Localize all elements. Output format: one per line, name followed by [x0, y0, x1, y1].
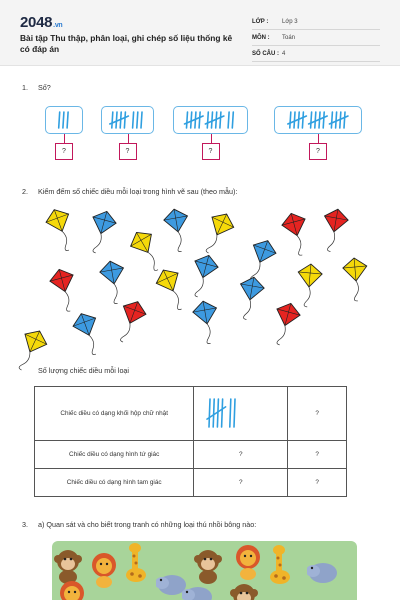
kite-icon: [72, 312, 102, 356]
tally-group: [101, 106, 154, 134]
answer-cell[interactable]: ?: [288, 387, 347, 441]
tally-stroke: [116, 112, 117, 128]
meta-info: [252, 14, 380, 62]
tally-stroke: [302, 112, 303, 128]
kite-icon: [192, 300, 222, 344]
tally-group: [45, 106, 83, 134]
hippo-icon: [182, 579, 214, 600]
answer-cell[interactable]: ?: [288, 441, 347, 469]
giraffe-icon: [266, 543, 298, 585]
kite-icon: [45, 208, 75, 252]
tally-stroke: [344, 112, 345, 128]
kite-icon: [193, 254, 223, 298]
row-label: Chiếc diều có dạng hình tứ giác: [35, 441, 194, 469]
tally-cell[interactable]: ?: [194, 469, 288, 497]
question-3-number: 3.: [22, 520, 28, 529]
kites-picture: [0, 200, 400, 360]
kite-icon: [99, 260, 129, 304]
tally-stroke: [290, 112, 291, 128]
hippo-icon: [307, 555, 339, 597]
tally-stroke: [212, 112, 213, 128]
tally-cell: [194, 387, 288, 441]
kite-icon: [239, 276, 269, 320]
answer-box[interactable]: ?: [309, 143, 327, 160]
tally-stroke: [315, 112, 316, 128]
tally-stroke: [133, 112, 134, 128]
tally-marks-icon: [104, 109, 151, 131]
kite-icon: [163, 208, 193, 252]
tally-stroke: [220, 112, 221, 128]
tally-stroke: [331, 112, 332, 128]
tally-stroke: [187, 112, 188, 128]
tally-cell[interactable]: ?: [194, 441, 288, 469]
meta-row-class: LỚP : Lớp 3: [252, 14, 380, 30]
kite-icon: [281, 212, 311, 256]
question-1-text: Số?: [38, 83, 51, 92]
table-row: [35, 441, 347, 469]
lion-icon: [58, 579, 90, 600]
tally-marks-icon: [277, 109, 359, 131]
monkey-icon: [230, 581, 262, 600]
tally-stroke: [59, 112, 60, 128]
site-logo[interactable]: 2048.vn: [20, 14, 63, 31]
tally-marks-icon: [48, 109, 80, 131]
tally-group: [173, 106, 248, 134]
tally-group: [274, 106, 362, 134]
question-2-number: 2.: [22, 187, 28, 196]
question-1-number: 1.: [22, 83, 28, 92]
lion-icon: [234, 543, 266, 585]
row-label: Chiếc diều có dạng hình tam giác: [35, 469, 194, 497]
tally-stroke: [207, 112, 208, 128]
table-row: [35, 387, 347, 441]
tally-stroke: [191, 112, 192, 128]
giraffe-icon: [122, 541, 154, 583]
kite-icon: [49, 268, 79, 312]
tally-stroke: [221, 399, 222, 427]
tally-stroke: [234, 399, 235, 427]
tally-stroke: [141, 112, 142, 128]
lion-icon: [90, 551, 122, 593]
answer-box[interactable]: ?: [119, 143, 137, 160]
tally-stroke: [232, 112, 233, 128]
tally-stroke: [311, 112, 312, 128]
answer-box[interactable]: ?: [55, 143, 73, 160]
kite-count-table: [34, 386, 347, 497]
question-2-text: Kiểm đếm số chiếc diều mỗi loại trong hình vẽ sau (theo mẫu):: [38, 187, 238, 196]
kite-icon: [297, 263, 327, 307]
table-row: [35, 469, 347, 497]
question-3-text: a) Quan sát và cho biết trong tranh có những loại thú nhồi bông nào:: [38, 520, 257, 529]
tally-stroke: [199, 112, 200, 128]
page-header: [0, 0, 400, 66]
tally-marks-icon: [176, 109, 245, 131]
tally-stroke: [63, 112, 64, 128]
kite-icon: [155, 268, 185, 312]
table-caption: Số lượng chiếc diều mỗi loại: [38, 366, 130, 375]
kite-icon: [121, 300, 151, 344]
tally-stroke: [112, 112, 113, 128]
kite-icon: [323, 208, 353, 252]
stuffed-animals-picture: [52, 541, 357, 600]
kite-icon: [342, 257, 372, 301]
kite-icon: [91, 210, 121, 254]
tally-stroke: [228, 112, 229, 128]
tally-stroke: [124, 112, 125, 128]
tally-stroke: [230, 399, 231, 427]
row-label: Chiếc diều có dạng khối hộp chữ nhật: [35, 387, 194, 441]
tally-stroke: [213, 399, 214, 427]
kite-icon: [275, 302, 305, 346]
tally-stroke: [323, 112, 324, 128]
tally-stroke: [67, 112, 68, 128]
tally-stroke: [137, 112, 138, 128]
kite-icon: [209, 212, 239, 256]
tally-marks-icon: [206, 396, 276, 430]
tally-stroke: [209, 399, 210, 427]
meta-row-question-count: SỐ CÂU : 4: [252, 46, 380, 62]
meta-row-subject: MÔN : Toán: [252, 30, 380, 46]
page-title: Bài tập Thu thập, phân loại, ghi chép số liệu thống kê có đáp án: [20, 33, 233, 54]
tally-stroke: [336, 112, 337, 128]
answer-cell[interactable]: ?: [288, 469, 347, 497]
answer-box[interactable]: ?: [202, 143, 220, 160]
tally-stroke: [294, 112, 295, 128]
